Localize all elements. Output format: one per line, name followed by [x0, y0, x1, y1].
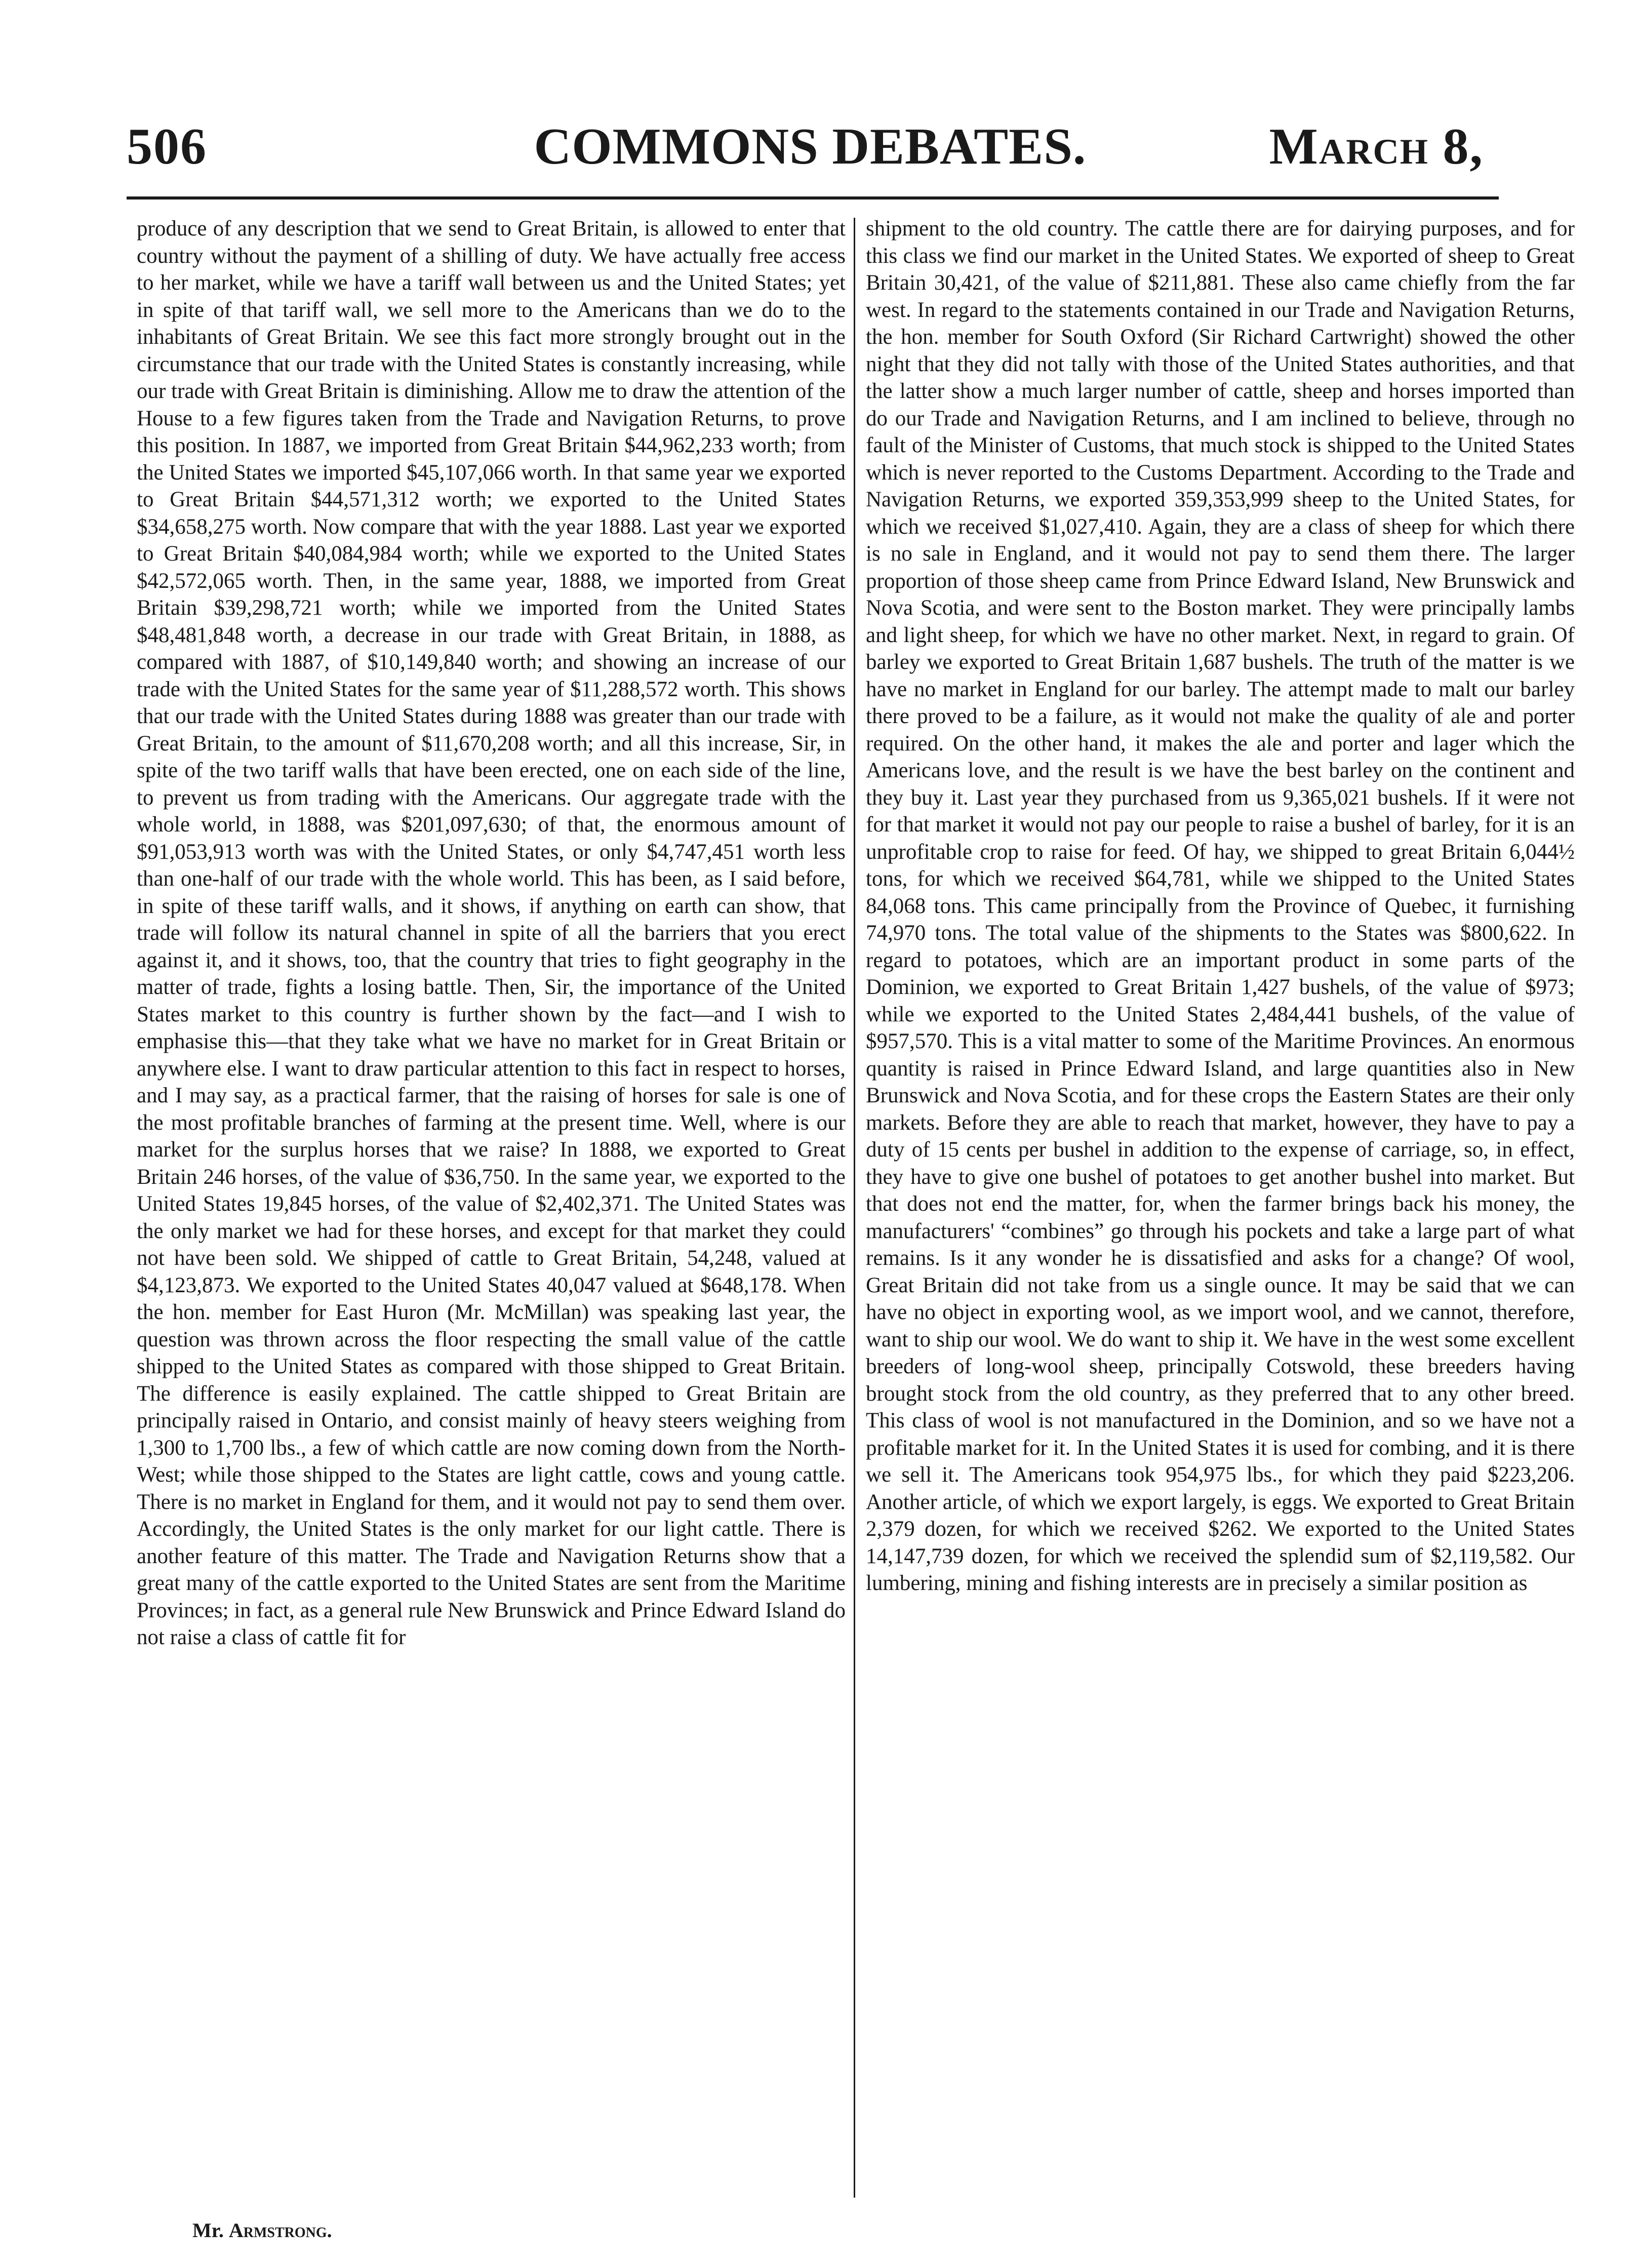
- speaker-name: Armstrong.: [228, 2219, 332, 2242]
- right-column-text: shipment to the old country. The cattle there are for dairying purposes, and for this class we find our market in the United States. We exported of sheep to Great Britain 30,421, of the value of $211,881. These also came chiefly from the far west. In regard to the statements contained in our Trade and Navigation Returns, the hon. member for South Oxford (Sir Richard Cartwright) showed the other night that they did not tally with those of the United States authorities, and that the latter show a much larger number of cattle, sheep and horses imported than do our Trade and Navigation Returns, and I am inclined to believe, through no fault of the Minister of Customs, that much stock is shipped to the United States which is never reported to the Customs Department. According to the Trade and Navigation Returns, we exported 359,353,999 sheep to the United States, for which we received $1,027,410. Again, they are a class of sheep for which there is no sale in England, and it would not pay to send them there. The larger proportion of those sheep came from Prince Edward Island, New Brunswick and Nova Scotia, and were sent to the Boston market. They were principally lambs and light sheep, for which we have no other market. Next, in regard to grain. Of barley we exported to Great Britain 1,687 bushels. The truth of the matter is we have no market in England for our barley. The attempt made to malt our barley there proved to be a failure, as it would not make the quality of ale and porter required. On the other hand, it makes the ale and porter and lager which the Americans love, and the result is we have the best barley on the continent and they buy it. Last year they purchased from us 9,365,021 bushels. If it were not for that market it would not pay our people to raise a bushel of barley, for it is an unprofitable crop to raise for feed. Of hay, we shipped to great Britain 6,044½ tons, for which we received $64,781, while we shipped to the United States 84,068 tons. This came principally from the Province of Quebec, it furnishing 74,970 tons. The total value of the shipments to the States was $800,622. In regard to potatoes, which are an important product in some parts of the Dominion, we exported to Great Britain 1,427 bushels, of the value of $973; while we exported to the United States 2,484,441 bushels, of the value of $957,570. This is a vital matter to some of the Maritime Provinces. An enormous quantity is raised in Prince Edward Island, and large quantities also in New Brunswick and Nova Scotia, and for these crops the Eastern States are their only markets. Before they are able to reach that market, however, they have to pay a duty of 15 cents per bushel in addition to the expense of carriage, so, in effect, they have to give one bushel of potatoes to get another bushel into market. But that does not end the matter, for, when the farmer brings back his money, the manufacturers' “combines” go through his pockets and take a large part of what remains. Is it any wonder he is dissatisfied and asks for a change? Of wool, Great Britain did not take from us a single ounce. It may be said that we can have no object in exporting wool, as we import wool, and we cannot, therefore, want to ship our wool. We do want to ship it. We have in the west some excellent breeders of long-wool sheep, principally Cotswold, these breeders having brought stock from the old country, as they preferred that to any other breed. This class of wool is not manufactured in the Dominion, and so we have not a profitable market for it. In the United States it is used for combing, and it is there we sell it. The Americans took 954,975 lbs., for which they paid $223,206. Another article, of which we export largely, is eggs. We exported to Great Britain 2,379 dozen, for which we received $262. We exported to the United States 14,147,739 dozen, for which we received the splendid sum of $2,119,582. Our lumbering, mining and fishing interests are in precisely a similar position as: [866, 217, 1575, 1595]
- header-rule: [127, 196, 1499, 200]
- page-title: COMMONS DEBATES.: [534, 118, 1087, 175]
- page-header: [127, 116, 1494, 187]
- page-date: March 8,: [1269, 118, 1484, 175]
- speaker-prefix: Mr.: [192, 2219, 224, 2242]
- column-divider: [854, 218, 855, 2198]
- speaker-footer: [192, 2218, 332, 2243]
- left-column: [137, 215, 846, 1651]
- page-number: 506: [127, 118, 207, 175]
- right-column: [866, 215, 1575, 1597]
- left-column-text: produce of any description that we send to Great Britain, is allowed to enter that country without the payment of a shilling of duty. We have actually free access to her market, while we have a tariff wall between us and the United States; yet in spite of that tariff wall, we sell more to the Americans than we do to the inhabitants of Great Britain. We see this fact more strongly brought out in the circumstance that our trade with the United States is constantly increasing, while our trade with Great Britain is diminishing. Allow me to draw the attention of the House to a few figures taken from the Trade and Navigation Returns, to prove this position. In 1887, we imported from Great Britain $44,962,233 worth; from the United States we imported $45,107,066 worth. In that same year we exported to Great Britain $44,571,312 worth; we exported to the United States $34,658,275 worth. Now compare that with the year 1888. Last year we exported to Great Britain $40,084,984 worth; while we exported to the United States $42,572,065 worth. Then, in the same year, 1888, we imported from Great Britain $39,298,721 worth; while we imported from the United States $48,481,848 worth, a decrease in our trade with Great Britain, in 1888, as compared with 1887, of $10,149,840 worth; and showing an increase of our trade with the United States for the same year of $11,288,572 worth. This shows that our trade with the United States during 1888 was greater than our trade with Great Britain, to the amount of $11,670,208 worth; and all this increase, Sir, in spite of the two tariff walls that have been erected, one on each side of the line, to prevent us from trading with the Americans. Our aggregate trade with the whole world, in 1888, was $201,097,630; of that, the enormous amount of $91,053,913 worth was with the United States, or only $4,747,451 worth less than one-half of our trade with the whole world. This has been, as I said before, in spite of these tariff walls, and it shows, if anything on earth can show, that trade will follow its natural channel in spite of all the barriers that you erect against it, and it shows, too, that the country that tries to fight geography in the matter of trade, fights a losing battle. Then, Sir, the importance of the United States market to this country is further shown by the fact—and I wish to emphasise this—that they take what we have no market for in Great Britain or anywhere else. I want to draw particular attention to this fact in respect to horses, and I may say, as a practical farmer, that the raising of horses for sale is one of the most profitable branches of farming at the present time. Well, where is our market for the surplus horses that we raise? In 1888, we exported to Great Britain 246 horses, of the value of $36,750. In the same year, we exported to the United States 19,845 horses, of the value of $2,402,371. The United States was the only market we had for these horses, and except for that market they could not have been sold. We shipped of cattle to Great Britain, 54,248, valued at $4,123,873. We exported to the United States 40,047 valued at $648,178. When the hon. member for East Huron (Mr. McMillan) was speaking last year, the question was thrown across the floor respecting the small value of the cattle shipped to the United States as compared with those shipped to Great Britain. The difference is easily explained. The cattle shipped to Great Britain are principally raised in Ontario, and consist mainly of heavy steers weighing from 1,300 to 1,700 lbs., a few of which cattle are now coming down from the North-West; while those shipped to the States are light cattle, cows and young cattle. There is no market in England for them, and it would not pay to send them over. Accordingly, the United States is the only market for our light cattle. There is another feature of this matter. The Trade and Navigation Returns show that a great many of the cattle exported to the United States are sent from the Maritime Provinces; in fact, as a general rule New Brunswick and Prince Edward Island do not raise a class of cattle fit for: [137, 217, 846, 1649]
